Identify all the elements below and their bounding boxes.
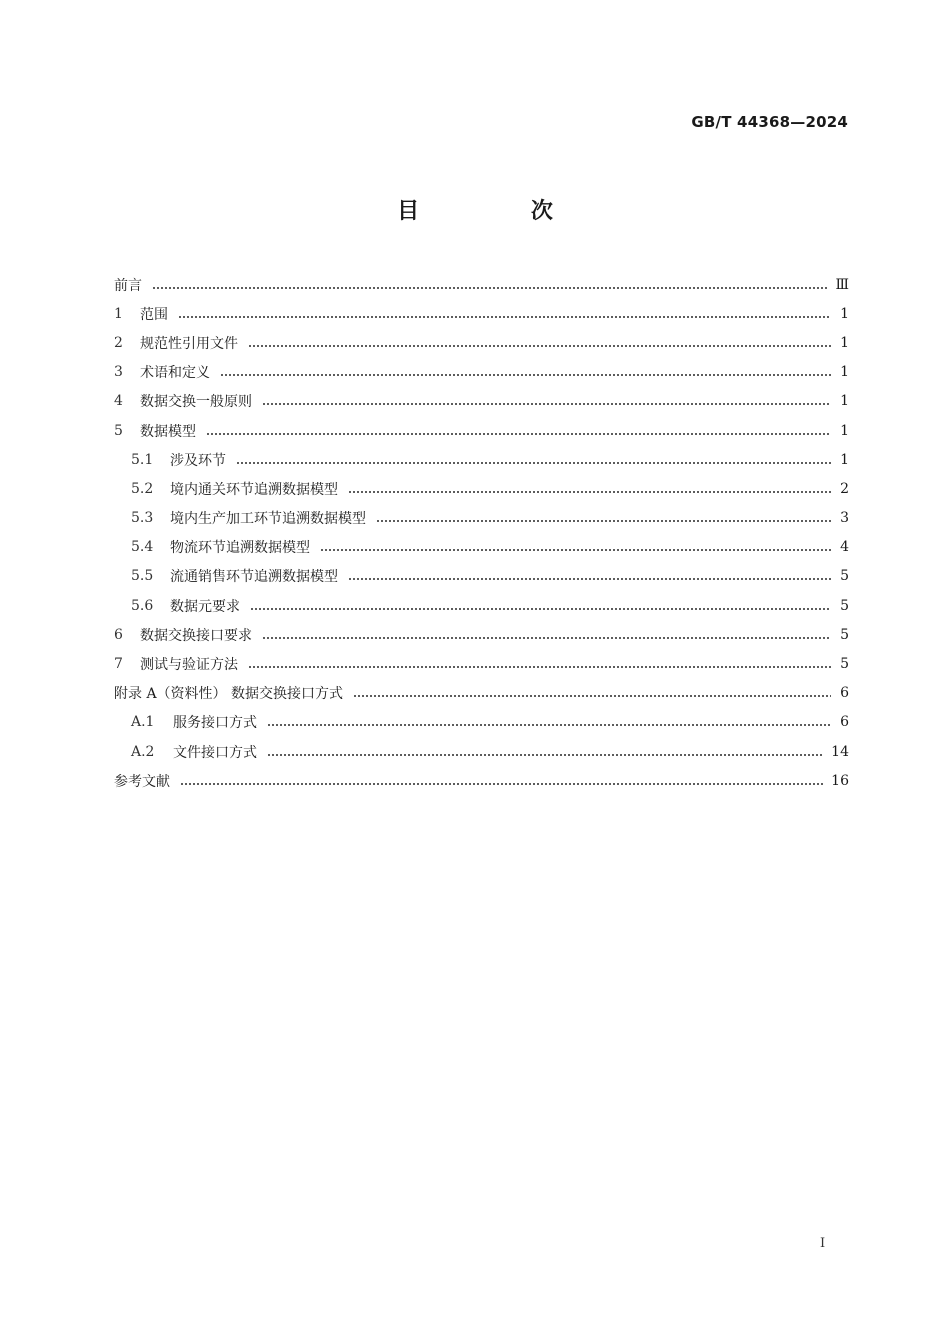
toc-entry-page: 5: [840, 568, 849, 585]
dot-leader: [248, 657, 831, 671]
toc-entry-page: 1: [840, 393, 849, 410]
toc-entry-number: 5.1: [131, 451, 154, 468]
toc-entry-a-2[interactable]: [114, 737, 849, 766]
standard-code: GB/T 44368—2024: [691, 113, 848, 131]
toc-entry-page: 1: [840, 422, 849, 439]
dot-leader: [320, 540, 831, 554]
toc-entry-label: 规范性引用文件: [140, 335, 238, 352]
toc-entry-label: 物流环节追溯数据模型: [170, 540, 310, 557]
toc-entry-label: 数据元要求: [170, 598, 240, 615]
toc-entry-number: 5.3: [131, 510, 154, 527]
toc-entry-number: A.1: [131, 714, 155, 731]
dot-leader: [348, 482, 831, 496]
toc-entry-number: 2: [114, 334, 123, 351]
toc-entry-number: A.2: [131, 743, 155, 760]
toc-entry-7[interactable]: [114, 649, 849, 678]
toc-entry-5-1[interactable]: [114, 445, 849, 474]
toc-entry-5-6[interactable]: [114, 591, 849, 620]
toc-entry-page: 4: [840, 539, 849, 556]
toc-entry-page: Ⅲ: [835, 276, 849, 293]
toc-entry-2[interactable]: [114, 328, 849, 357]
toc-entry-number: 5.5: [131, 568, 154, 585]
toc-entry-4[interactable]: [114, 387, 849, 416]
toc-entry-page: 1: [840, 451, 849, 468]
toc-entry-number: 5.2: [131, 480, 154, 497]
toc-entry-number: 4: [114, 393, 123, 410]
toc-entry-number: 5.4: [131, 539, 154, 556]
toc-entry-label: 服务接口方式: [173, 715, 257, 732]
dot-leader: [267, 745, 823, 759]
toc-entry-number: 1: [114, 305, 123, 322]
toc-entry-page: 2: [840, 480, 849, 497]
toc-entry-page: 1: [840, 334, 849, 351]
dot-leader: [220, 365, 831, 379]
table-of-contents: [114, 270, 849, 795]
toc-entry-label: 前言: [114, 277, 142, 294]
toc-entry-label: 数据交换接口要求: [140, 627, 252, 644]
toc-entry-label: 数据交换一般原则: [140, 394, 252, 411]
toc-entry-page: 5: [840, 626, 849, 643]
toc-entry-a-1[interactable]: [114, 708, 849, 737]
toc-entry-label: 流通销售环节追溯数据模型: [170, 569, 338, 586]
dot-leader: [236, 453, 831, 467]
dot-leader: [152, 278, 827, 292]
toc-entry-5[interactable]: [114, 416, 849, 445]
toc-entry-5-2[interactable]: [114, 474, 849, 503]
toc-entry-page: 14: [831, 743, 849, 760]
toc-entry-label: 附录 A（资料性） 数据交换接口方式: [114, 686, 344, 703]
dot-leader: [248, 336, 831, 350]
toc-entry-label: 数据模型: [140, 423, 196, 440]
dot-leader: [376, 511, 831, 525]
toc-entry-page: 1: [840, 364, 849, 381]
toc-entry-label: 文件接口方式: [173, 744, 257, 761]
dot-leader: [267, 715, 831, 729]
dot-leader: [180, 774, 823, 788]
dot-leader: [250, 599, 831, 613]
toc-entry-foreword[interactable]: [114, 270, 849, 299]
toc-entry-number: 6: [114, 626, 123, 643]
toc-entry-5-3[interactable]: [114, 504, 849, 533]
toc-entry-5-5[interactable]: [114, 562, 849, 591]
dot-leader: [348, 569, 831, 583]
toc-entry-label: 境内通关环节追溯数据模型: [170, 481, 338, 498]
toc-entry-page: 3: [840, 510, 849, 527]
toc-entry-number: 5.6: [131, 597, 154, 614]
toc-entry-page: 5: [840, 597, 849, 614]
dot-leader: [262, 628, 831, 642]
toc-entry-appendix-a[interactable]: [114, 679, 849, 708]
toc-entry-label: 境内生产加工环节追溯数据模型: [170, 511, 366, 528]
toc-entry-number: 7: [114, 656, 123, 673]
page-title: 目 次: [397, 199, 605, 224]
dot-leader: [353, 686, 831, 700]
toc-entry-page: 16: [831, 772, 849, 789]
toc-entry-label: 参考文献: [114, 773, 170, 790]
toc-entry-number: 3: [114, 364, 123, 381]
toc-entry-page: 6: [840, 685, 849, 702]
toc-entry-5-4[interactable]: [114, 533, 849, 562]
dot-leader: [206, 424, 831, 438]
page-number: Ⅰ: [820, 1236, 826, 1251]
toc-entry-bibliography[interactable]: [114, 766, 849, 795]
toc-entry-page: 5: [840, 656, 849, 673]
dot-leader: [178, 307, 831, 321]
toc-entry-label: 范围: [140, 306, 168, 323]
dot-leader: [262, 394, 831, 408]
toc-entry-label: 涉及环节: [170, 452, 226, 469]
toc-entry-1[interactable]: [114, 299, 849, 328]
toc-entry-label: 测试与验证方法: [140, 657, 238, 674]
toc-entry-3[interactable]: [114, 358, 849, 387]
toc-entry-6[interactable]: [114, 620, 849, 649]
toc-entry-page: 6: [840, 714, 849, 731]
toc-entry-page: 1: [840, 305, 849, 322]
toc-entry-label: 术语和定义: [140, 365, 210, 382]
toc-entry-number: 5: [114, 422, 123, 439]
